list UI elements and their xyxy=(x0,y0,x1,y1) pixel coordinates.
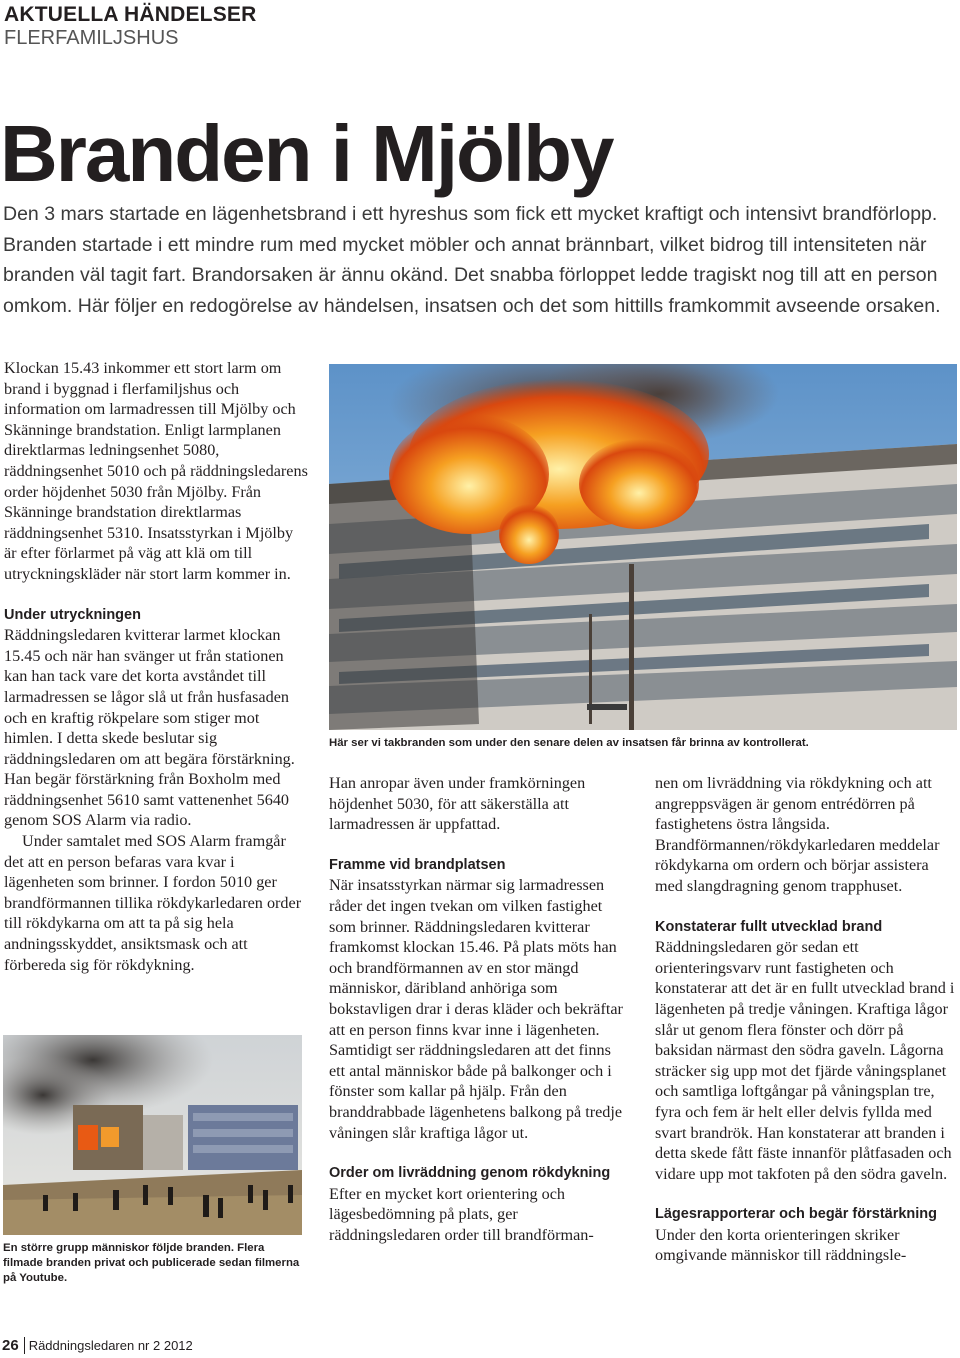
col3-heading-2: Lägesrapporterar och begär förstärkning xyxy=(655,1206,938,1223)
column-1 xyxy=(4,358,308,975)
col3-paragraph-2: Räddningsledaren gör sedan ett orienteringsvarv runt fastigheten och konstaterar att det är en fullt utvecklad brand i lägenheten på tredje våningen. Kraftiga lågor slår ut genom flera fönster och dörr på baksidan närmast den södra gaveln. Lågorna sträcker sig upp mot det fjärde våningsplanet och samtliga loftgångar på våningsplan tre, fyra och fem är helt eller delvis fyllda med svart brandrök. Han konstaterar att branden i detta skede fått fäste innanför plåtfasaden och vidare upp mot takfoten på den södra gaveln. xyxy=(655,938,955,1183)
headline: Branden i Mjölby xyxy=(0,109,613,198)
crowd-photo-caption: En större grupp människor följde branden. Flera filmade branden privat och publicerade sedan filmerna på Youtube. xyxy=(3,1242,300,1284)
fire-photo xyxy=(329,364,957,730)
col1-paragraph-1: Klockan 15.43 inkommer ett stort larm om brand i byggnad i flerfamiljshus och information om larmadressen till Mjölby och Skänninge brandstation. Enligt larmplanen direktlarmas ledningsenhet 5080, räddningsenhet 5010 och på räddningsledarens order höjdenhet 5030 från Mjölby. Från Skänninge brandstation direktlarmas räddningsenhet 5310. Insatsstyrkan i Mjölby är efter förlarmet på väg att klä om till utryckningskläder när stort larm kommer in. xyxy=(4,359,308,583)
page-footer xyxy=(2,1336,193,1356)
col1-paragraph-3: Under samtalet med SOS Alarm framgår det att en person befaras vara kvar i lägenheten som brinner. I fordon 5010 ger brandförmannen tillika rökdykarledaren order till rökdykarna om att ta på sig hela andningsskyddet, ansiktsmask och att förbereda sig för rökdykning. xyxy=(4,832,302,974)
column-3 xyxy=(655,773,957,1266)
magazine-issue: Räddningsledaren nr 2 2012 xyxy=(28,1338,193,1353)
fire-photo-caption: Här ser vi takbranden som under den senare delen av insatsen får brinna av kontrollerat. xyxy=(329,737,809,749)
col2-paragraph-1: Han anropar även under framkörningen höjdenhet 5030, för att säkerställa att larmadressen är uppfattad. xyxy=(329,774,586,834)
col2-heading-1: Framme vid brandplatsen xyxy=(329,856,506,873)
column-2 xyxy=(329,773,629,1245)
section-header xyxy=(4,2,256,49)
ingress: Den 3 mars startade en lägenhetsbrand i ett hyreshus som fick ett mycket kraftigt och intensivt brandförlopp. Branden startade i ett mindre rum med mycket möbler och annat brännbart, vilket bidrog till intensiteten när branden väl tagit fart. Brandorsaken är ännu okänd. Det snabba förloppet ledde tragiskt nog till att en person omkom. Här följer en redogörelse av händelsen, insatsen och det som hittills framkommit avseende orsaken. xyxy=(3,203,941,317)
section-subtitle: FLERFAMILJSHUS xyxy=(4,27,179,49)
col3-heading-1: Konstaterar fullt utvecklad brand xyxy=(655,918,883,935)
page-number: 26 xyxy=(2,1337,25,1354)
section-title: AKTUELLA HÄNDELSER xyxy=(4,3,257,26)
col1-paragraph-2: Räddningsledaren kvitterar larmet klockan 15.45 och när han svänger ut från stationen kan han tack vare det korta avståndet till larmadressen se lågor slå ut från husfasaden och en kraftig rökpelare som stiger mot himlen. I detta skede beslutar sig räddningsledaren om att begära förstärkning. Han begär förstärkning från Boxholm med räddningsenhet 5610 samt vattenenhet 5640 genom SOS Alarm via radio. xyxy=(4,626,295,830)
crowd-photo xyxy=(3,1035,302,1235)
col1-heading-1: Under utryckningen xyxy=(4,606,141,623)
col3-paragraph-3: Under den korta orienteringen skriker omgivande människor till räddningsle- xyxy=(655,1225,907,1265)
col2-paragraph-2: När insatsstyrkan närmar sig larmadressen råder det ingen tvekan om vilken fastighet som brinner. Räddningsledaren kvitterar framkomst klockan 15.46. På plats möts han och brandförmannen av en stor mängd människor, däribland anhöriga som bokstavligen drar i deras kläder och bekräftar att en person finns kvar inne i lägenheten. Samtidigt ser räddningsledaren att det finns ett antal människor både på balkonger och i fönster som kallar på hjälp. Från den branddrabbade lägenhetens balkong på tredje våningen slår kraftiga lågor ut. xyxy=(329,876,623,1142)
col2-paragraph-3: Efter en mycket kort orientering och lägesbedömning på plats, ger räddningsledaren order till brandförman- xyxy=(329,1184,594,1244)
col2-heading-2: Order om livräddning genom rökdykning xyxy=(329,1165,611,1182)
col3-paragraph-1: nen om livräddning via rökdykning och att angreppsvägen är genom entrédörren på fastighetens östra långsida. Brandförmannen/rökdykarledaren meddelar rökdykarna om ordern och börjar assistera med slangdragning genom trapphuset. xyxy=(655,774,940,895)
